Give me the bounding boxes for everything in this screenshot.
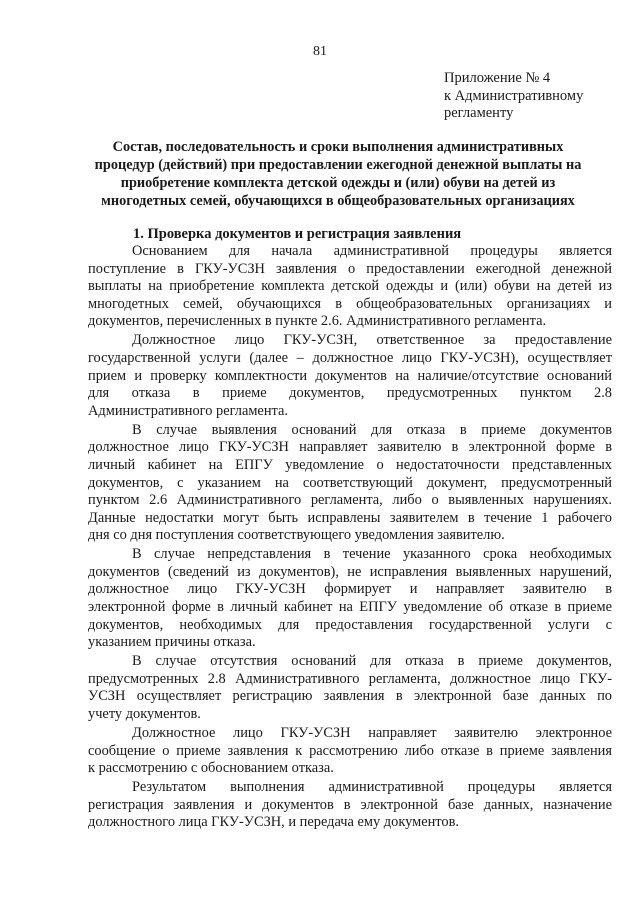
appendix-line: Приложение № 4: [444, 70, 551, 86]
appendix-line: регламенту: [444, 105, 514, 121]
paragraph-line: В случае отсутствия оснований для отказа в приеме документов,: [132, 653, 612, 670]
paragraph-line: личный кабинет на ЕПГУ уведомление о недостаточности представленных: [88, 456, 612, 473]
paragraph: [88, 653, 612, 723]
paragraph-line: для отказа в приеме документов, предусмотренных пунктом 2.8: [88, 385, 612, 402]
paragraph: [88, 332, 612, 420]
paragraph-line: документов, с указанием на соответствующий документ, предусмотренный: [88, 474, 612, 491]
title-line: приобретение комплекта детской одежды и (или) обуви на детей из: [120, 175, 556, 191]
paragraph-line: пунктом 2.6 Административного регламента, либо о выявленных нарушениях.: [88, 492, 612, 509]
appendix-reference: [444, 70, 624, 123]
paragraph-line: многодетных семей, обучающихся в общеобразовательных организациях и: [88, 295, 612, 312]
paragraph-line: документов, необходимых для предоставления государственной услуги с: [88, 616, 612, 633]
paragraph-line: выплаты на приобретение комплекта детской одежды и (или) обуви на детей из: [88, 278, 612, 295]
paragraph-line: дня со дня поступления соответствующего уведомления заявителю.: [88, 527, 505, 544]
paragraph-line: предусмотренных 2.8 Административного регламента, должностное лицо ГКУ-: [88, 670, 612, 687]
paragraph-line: учету документов.: [88, 706, 201, 722]
document-body: [88, 243, 612, 832]
paragraph-line: В случае выявления оснований для отказа в приеме документов: [132, 421, 612, 438]
paragraph: [88, 725, 612, 778]
paragraph: [88, 779, 612, 832]
paragraph: [88, 243, 612, 331]
paragraph-line: должностное лицо ГКУ-УСЗН формирует и направляет заявителю в: [88, 581, 612, 598]
paragraph-line: Административного регламента.: [88, 402, 288, 419]
paragraph-line: Результатом выполнения административной процедуры является: [132, 779, 612, 796]
title-line: многодетных семей, обучающихся в общеобразовательных организациях: [101, 193, 575, 209]
paragraph-line: электронной форме в личный кабинет на ЕПГУ уведомление об отказе в приеме: [88, 599, 612, 616]
title-line: процедур (действий) при предоставлении ежегодной денежной выплаты на: [94, 157, 582, 173]
paragraph-line: В случае непредставления в течение указанного срока необходимых: [132, 546, 612, 563]
paragraph-line: государственной услуги (далее – должностное лицо ГКУ-УСЗН), осуществляет: [88, 349, 612, 366]
paragraph-line: Должностное лицо ГКУ-УСЗН, ответственное за предоставление: [132, 332, 612, 349]
paragraph: [88, 422, 612, 545]
paragraph-line: должностное лицо ГКУ-УСЗН направляет заявителю в электронной форме в: [88, 439, 612, 456]
page-number: 81: [313, 44, 327, 59]
paragraph-line: к рассмотрению с обоснованием отказа.: [88, 760, 334, 777]
title-line: Состав, последовательность и сроки выполнения административных: [112, 139, 564, 155]
paragraph: [88, 546, 612, 652]
paragraph-line: УСЗН осуществляет регистрацию заявления в электронной базе данных по: [88, 688, 612, 705]
paragraph-line: документов, перечисленных в пункте 2.6. Административного регламента.: [88, 313, 547, 330]
paragraph-line: указанием причины отказа.: [88, 634, 256, 651]
paragraph-line: сообщение о приеме заявления к рассмотрению либо отказе в приеме заявления: [88, 742, 612, 759]
appendix-line: к Административному: [444, 87, 584, 104]
document-title: [80, 138, 596, 210]
paragraph-line: документов (сведений из документов), не исправления выявленных нарушений,: [88, 563, 612, 580]
section-heading: 1. Проверка документов и регистрация заявления: [133, 226, 462, 242]
paragraph-line: Должностное лицо ГКУ-УСЗН направляет заявителю электронное: [132, 724, 612, 741]
paragraph-line: прием и проверку комплектности документов на наличие/отсутствие оснований: [88, 367, 612, 384]
paragraph-line: Данные недостатки могут быть исправлены заявителем в течение 1 рабочего: [88, 509, 612, 526]
paragraph-line: поступление в ГКУ-УСЗН заявления о предоставлении ежегодной денежной: [88, 260, 612, 277]
paragraph-line: должностного лица ГКУ-УСЗН, и передача ему документов.: [88, 814, 459, 831]
paragraph-line: Основанием для начала административной процедуры является: [132, 243, 612, 259]
paragraph-line: регистрация заявления и документов в электронной базе данных, назначение: [88, 796, 612, 813]
